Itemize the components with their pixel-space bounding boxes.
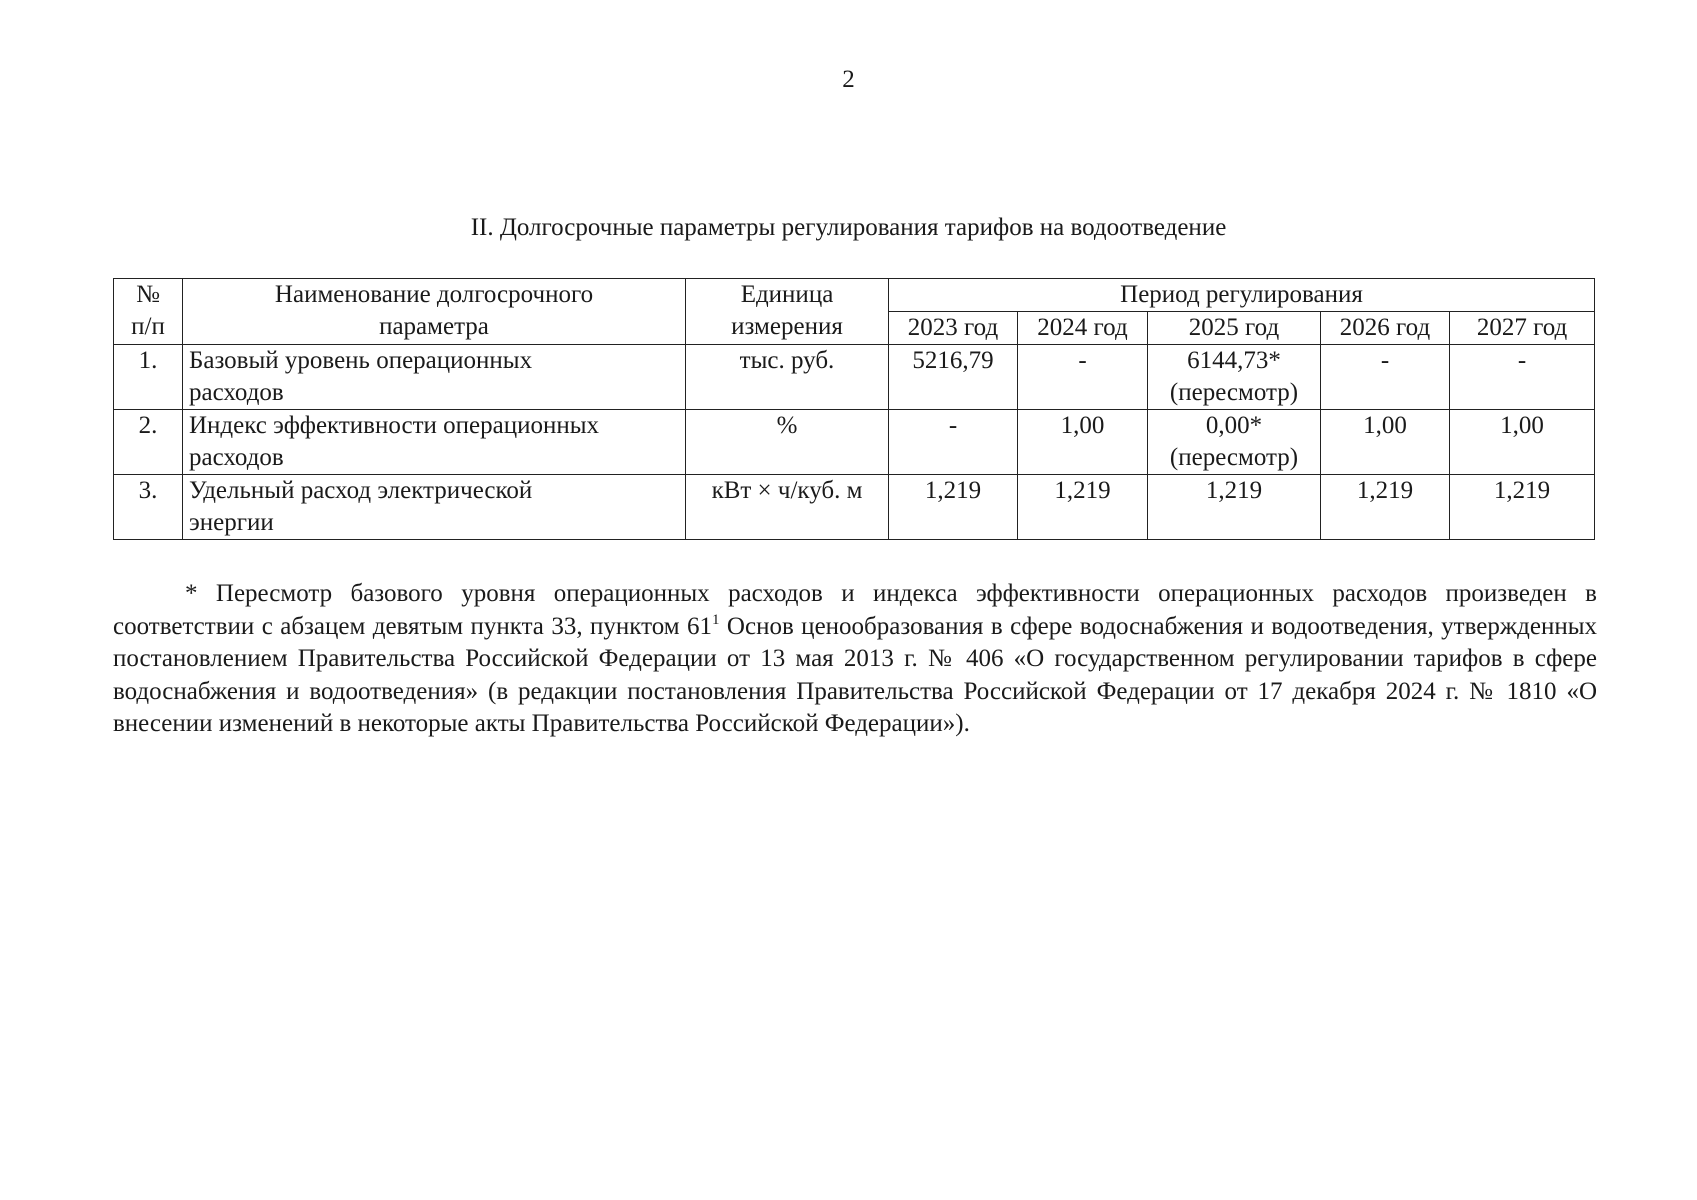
footnote-superscript: 1 <box>711 611 720 628</box>
header-parameter-name-line2: параметра <box>379 313 489 340</box>
value-line1: - <box>948 412 958 439</box>
row-parameter-name-line1: Удельный расход электрической <box>189 477 533 504</box>
row-parameter-name <box>183 345 686 410</box>
value-line1: 1,00 <box>1363 412 1407 439</box>
header-number-line1: № <box>136 281 160 308</box>
row-value-2023 <box>889 345 1018 410</box>
value-line1: 1,00 <box>1060 412 1105 439</box>
row-value-2023 <box>889 410 1018 475</box>
header-number-line2: п/п <box>131 313 165 340</box>
value-line1: 5216,79 <box>912 347 994 374</box>
footnote-paragraph <box>113 578 1597 741</box>
parameters-table <box>113 278 1595 540</box>
row-unit: тыс. руб. <box>686 345 889 410</box>
header-unit-line1: Единица <box>740 281 834 308</box>
value-line1: - <box>1078 347 1087 374</box>
value-line1: 1,219 <box>1054 477 1111 504</box>
value-line1: 1,219 <box>1205 477 1263 504</box>
table-row <box>114 345 1595 410</box>
row-value-2026 <box>1321 475 1450 540</box>
row-value-2026 <box>1321 345 1450 410</box>
footnote-text-start: * Пересмотр базового уровня операционных расходов и индекса эффективности операционных расходов произведен в соответствии с абзацем девятым пункта 33, пунктом 61 <box>113 580 1597 640</box>
header-year-2024: 2024 год <box>1018 312 1148 345</box>
row-value-2024 <box>1018 345 1148 410</box>
section-title: II. Долгосрочные параметры регулирования тарифов на водоотведение <box>470 214 1227 241</box>
row-parameter-name <box>183 410 686 475</box>
value-line1: - <box>1517 347 1527 374</box>
header-parameter-name <box>183 279 686 345</box>
value-line1: 1,219 <box>1493 477 1551 504</box>
header-parameter-name-line1: Наименование долгосрочного <box>274 281 594 308</box>
row-value-2025 <box>1148 475 1321 540</box>
value-line1: 0,00* <box>1205 412 1263 439</box>
header-number <box>114 279 183 345</box>
row-number: 2. <box>114 410 183 475</box>
value-line1: 6144,73* <box>1187 347 1281 374</box>
row-parameter-name-line2: расходов <box>189 379 284 406</box>
row-parameter-name-line1: Базовый уровень операционных <box>189 347 533 374</box>
row-value-2027 <box>1450 475 1595 540</box>
row-value-2026 <box>1321 410 1450 475</box>
value-line1: 1,219 <box>1356 477 1414 504</box>
header-period: Период регулирования <box>889 279 1595 312</box>
header-year-2027: 2027 год <box>1450 312 1595 345</box>
value-line1: - <box>1380 347 1390 374</box>
row-value-2025 <box>1148 345 1321 410</box>
row-parameter-name-line2: энергии <box>189 509 274 536</box>
row-value-2025 <box>1148 410 1321 475</box>
header-year-2023: 2023 год <box>889 312 1018 345</box>
value-line2: (пересмотр) <box>1169 379 1299 406</box>
header-unit-line2: измерения <box>731 313 843 340</box>
table-row <box>114 410 1595 475</box>
value-line1: 1,00 <box>1500 412 1544 439</box>
row-unit: кВт × ч/куб. м <box>686 475 889 540</box>
page-number: 2 <box>842 66 855 93</box>
row-value-2027 <box>1450 345 1595 410</box>
row-parameter-name <box>183 475 686 540</box>
header-year-2025: 2025 год <box>1148 312 1321 345</box>
footnote <box>113 578 1597 741</box>
row-number: 3. <box>114 475 183 540</box>
value-line1: 1,219 <box>924 477 982 504</box>
row-value-2023 <box>889 475 1018 540</box>
row-unit: % <box>686 410 889 475</box>
row-value-2024 <box>1018 475 1148 540</box>
row-parameter-name-line2: расходов <box>189 444 284 471</box>
row-value-2027 <box>1450 410 1595 475</box>
row-parameter-name-line1: Индекс эффективности операционных <box>189 412 600 439</box>
row-number: 1. <box>114 345 183 410</box>
header-unit <box>686 279 889 345</box>
footnote-text-end: Основ ценообразования в сфере водоснабжения и водоотведения, утвержденных постановлением Правительства Российской Федерации от 13 мая 2013 г. № 406 «О государственном регулировании тарифов в сфере водоснабжения и водоотведения» (в редакции постановления Правительства Российской Федерации от 17 декабря 2024 г. № 1810 «О внесении изменений в некоторые акты Правительства Российской Федерации»). <box>113 612 1598 737</box>
table-header-row-1 <box>114 279 1595 312</box>
value-line2: (пересмотр) <box>1169 444 1299 471</box>
table-row <box>114 475 1595 540</box>
row-value-2024 <box>1018 410 1148 475</box>
header-year-2026: 2026 год <box>1321 312 1450 345</box>
